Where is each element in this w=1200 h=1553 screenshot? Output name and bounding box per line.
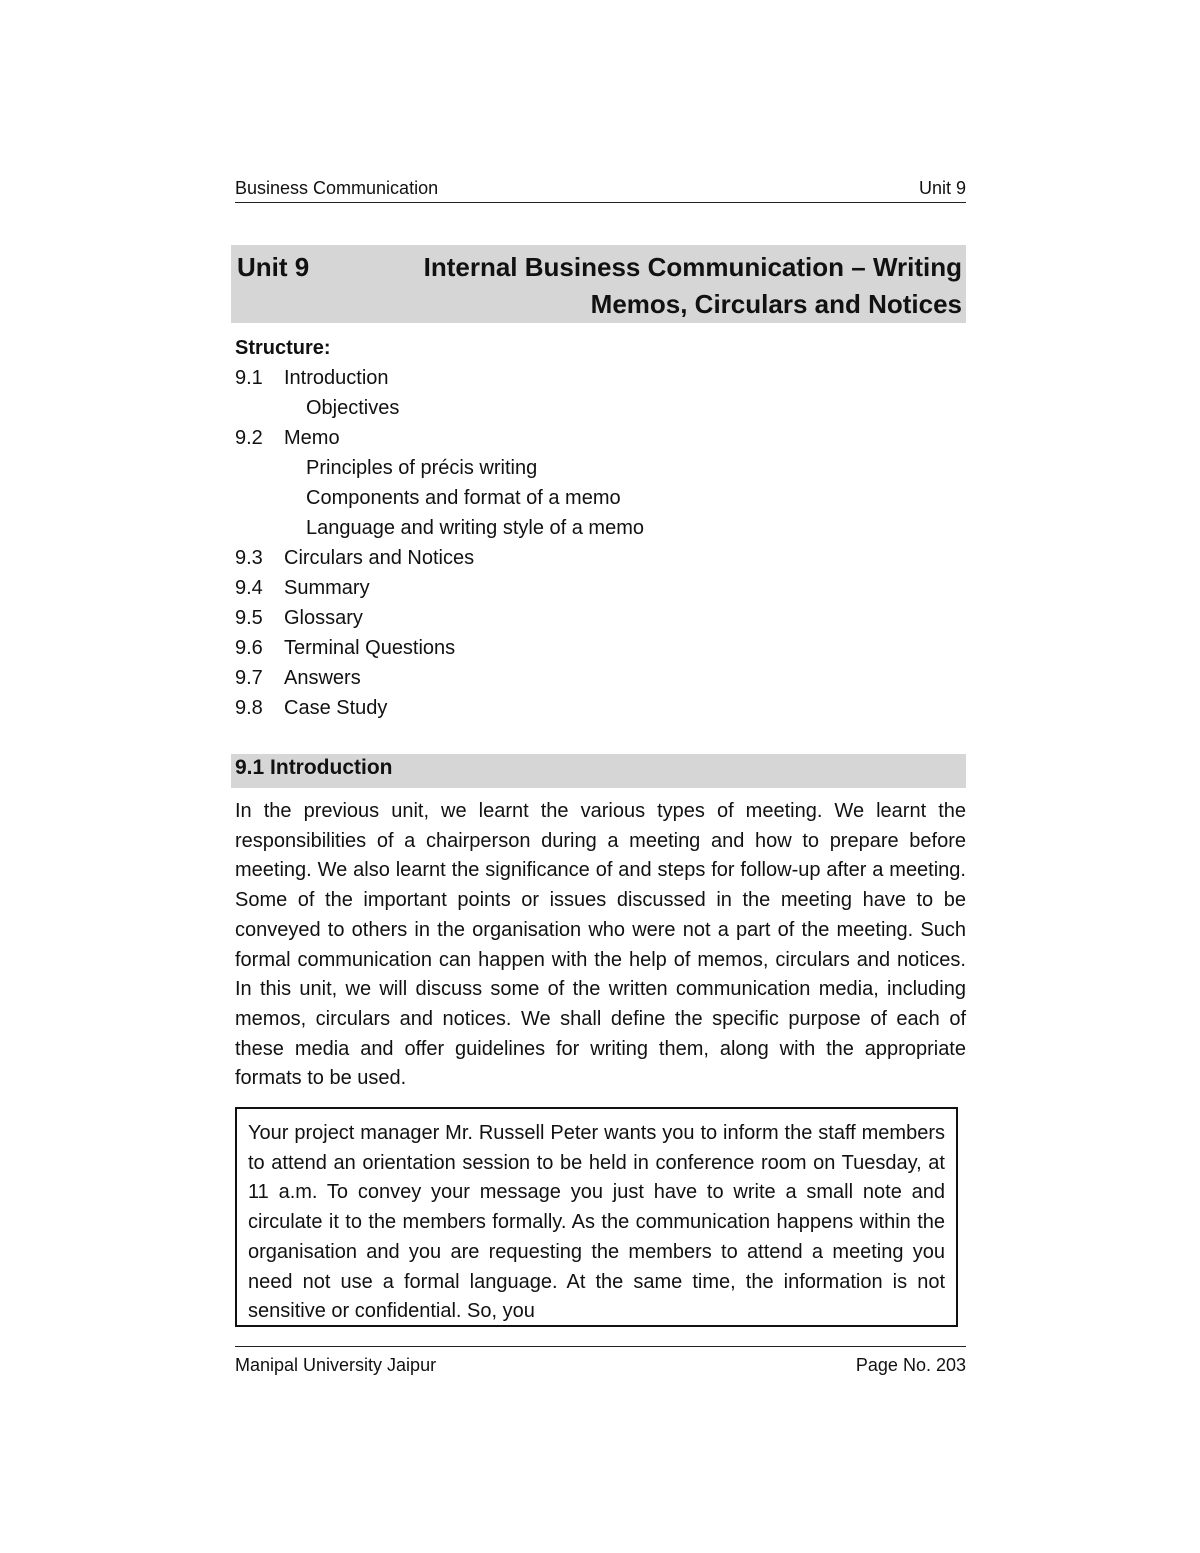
document-page [235, 0, 966, 1553]
toc-item-number: 9.6 [235, 637, 263, 659]
unit-title-line-1: Internal Business Communication – Writing [423, 252, 962, 282]
toc-item [235, 573, 966, 603]
running-footer [235, 1346, 966, 1387]
toc-item [235, 603, 966, 633]
scenario-text: Your project manager Mr. Russell Peter wants you to inform the staff members to attend an orientation session to be held in conference room on Tuesday, at 11 a.m. To convey your message you just have to write a small note and circulate it to the members formally. As the communication happens within the organisation and you are requesting the members to attend a meeting you need not use a formal language. At the same time, the information is not sensitive or confidential. So, you [248, 1122, 945, 1323]
toc-item [235, 423, 966, 453]
unit-title-banner [231, 245, 966, 323]
toc-subitem-label: Language and writing style of a memo [306, 517, 644, 539]
toc-subitem-label: Components and format of a memo [306, 487, 621, 509]
structure-section [235, 333, 966, 723]
footer-institution: Manipal University Jaipur [235, 1355, 437, 1375]
toc-item-number: 9.3 [235, 547, 263, 569]
toc-subitem-label: Principles of précis writing [306, 457, 538, 479]
toc-subitem-label: Objectives [306, 397, 400, 419]
toc-item [235, 693, 966, 723]
toc-item-label: Answers [284, 667, 361, 689]
toc-item-label: Circulars and Notices [284, 547, 475, 569]
section-heading-bar [231, 754, 966, 788]
toc-item-number: 9.8 [235, 697, 263, 719]
toc-item [235, 633, 966, 663]
toc-item [235, 543, 966, 573]
toc-subitem [235, 513, 966, 543]
section-heading: 9.1 Introduction [235, 756, 393, 779]
toc-item-number: 9.5 [235, 607, 263, 629]
toc-item [235, 663, 966, 693]
introduction-paragraph: In the previous unit, we learnt the various types of meeting. We learnt the responsibilities of a chairperson during a meeting and how to prepare before meeting. We also learnt the significance of and steps for follow-up after a meeting. Some of the important points or issues discussed in the meeting have to be conveyed to others in the organisation who were not a part of the meeting. Such formal communication can happen with the help of memos, circulars and notices. In this unit, we will discuss some of the written communication media, including memos, circulars and notices. We shall define the specific purpose of each of these media and offer guidelines for writing them, along with the appropriate formats to be used. [235, 800, 966, 1090]
structure-heading: Structure: [235, 337, 331, 359]
toc-item-number: 9.7 [235, 667, 263, 689]
toc-item-number: 9.1 [235, 367, 263, 389]
header-book-title: Business Communication [235, 178, 439, 198]
toc-item-label: Memo [284, 427, 340, 449]
toc-item-label: Summary [284, 577, 370, 599]
running-header [235, 176, 966, 203]
toc-item-label: Case Study [284, 697, 388, 719]
unit-title [362, 249, 962, 323]
toc-item [235, 363, 966, 393]
toc-item-number: 9.4 [235, 577, 263, 599]
toc-subitem [235, 483, 966, 513]
toc-item-number: 9.2 [235, 427, 263, 449]
unit-title-line-2: Memos, Circulars and Notices [590, 289, 962, 319]
unit-number: Unit 9 [237, 252, 310, 282]
toc-subitem [235, 453, 966, 483]
toc-item-label: Terminal Questions [284, 637, 456, 659]
footer-page-number: Page No. 203 [855, 1355, 966, 1375]
toc-item-label: Introduction [284, 367, 389, 389]
toc-subitem [235, 393, 966, 423]
header-unit-label: Unit 9 [918, 178, 966, 198]
scenario-box [235, 1107, 958, 1327]
structure-list [235, 363, 966, 723]
toc-item-label: Glossary [284, 607, 363, 629]
